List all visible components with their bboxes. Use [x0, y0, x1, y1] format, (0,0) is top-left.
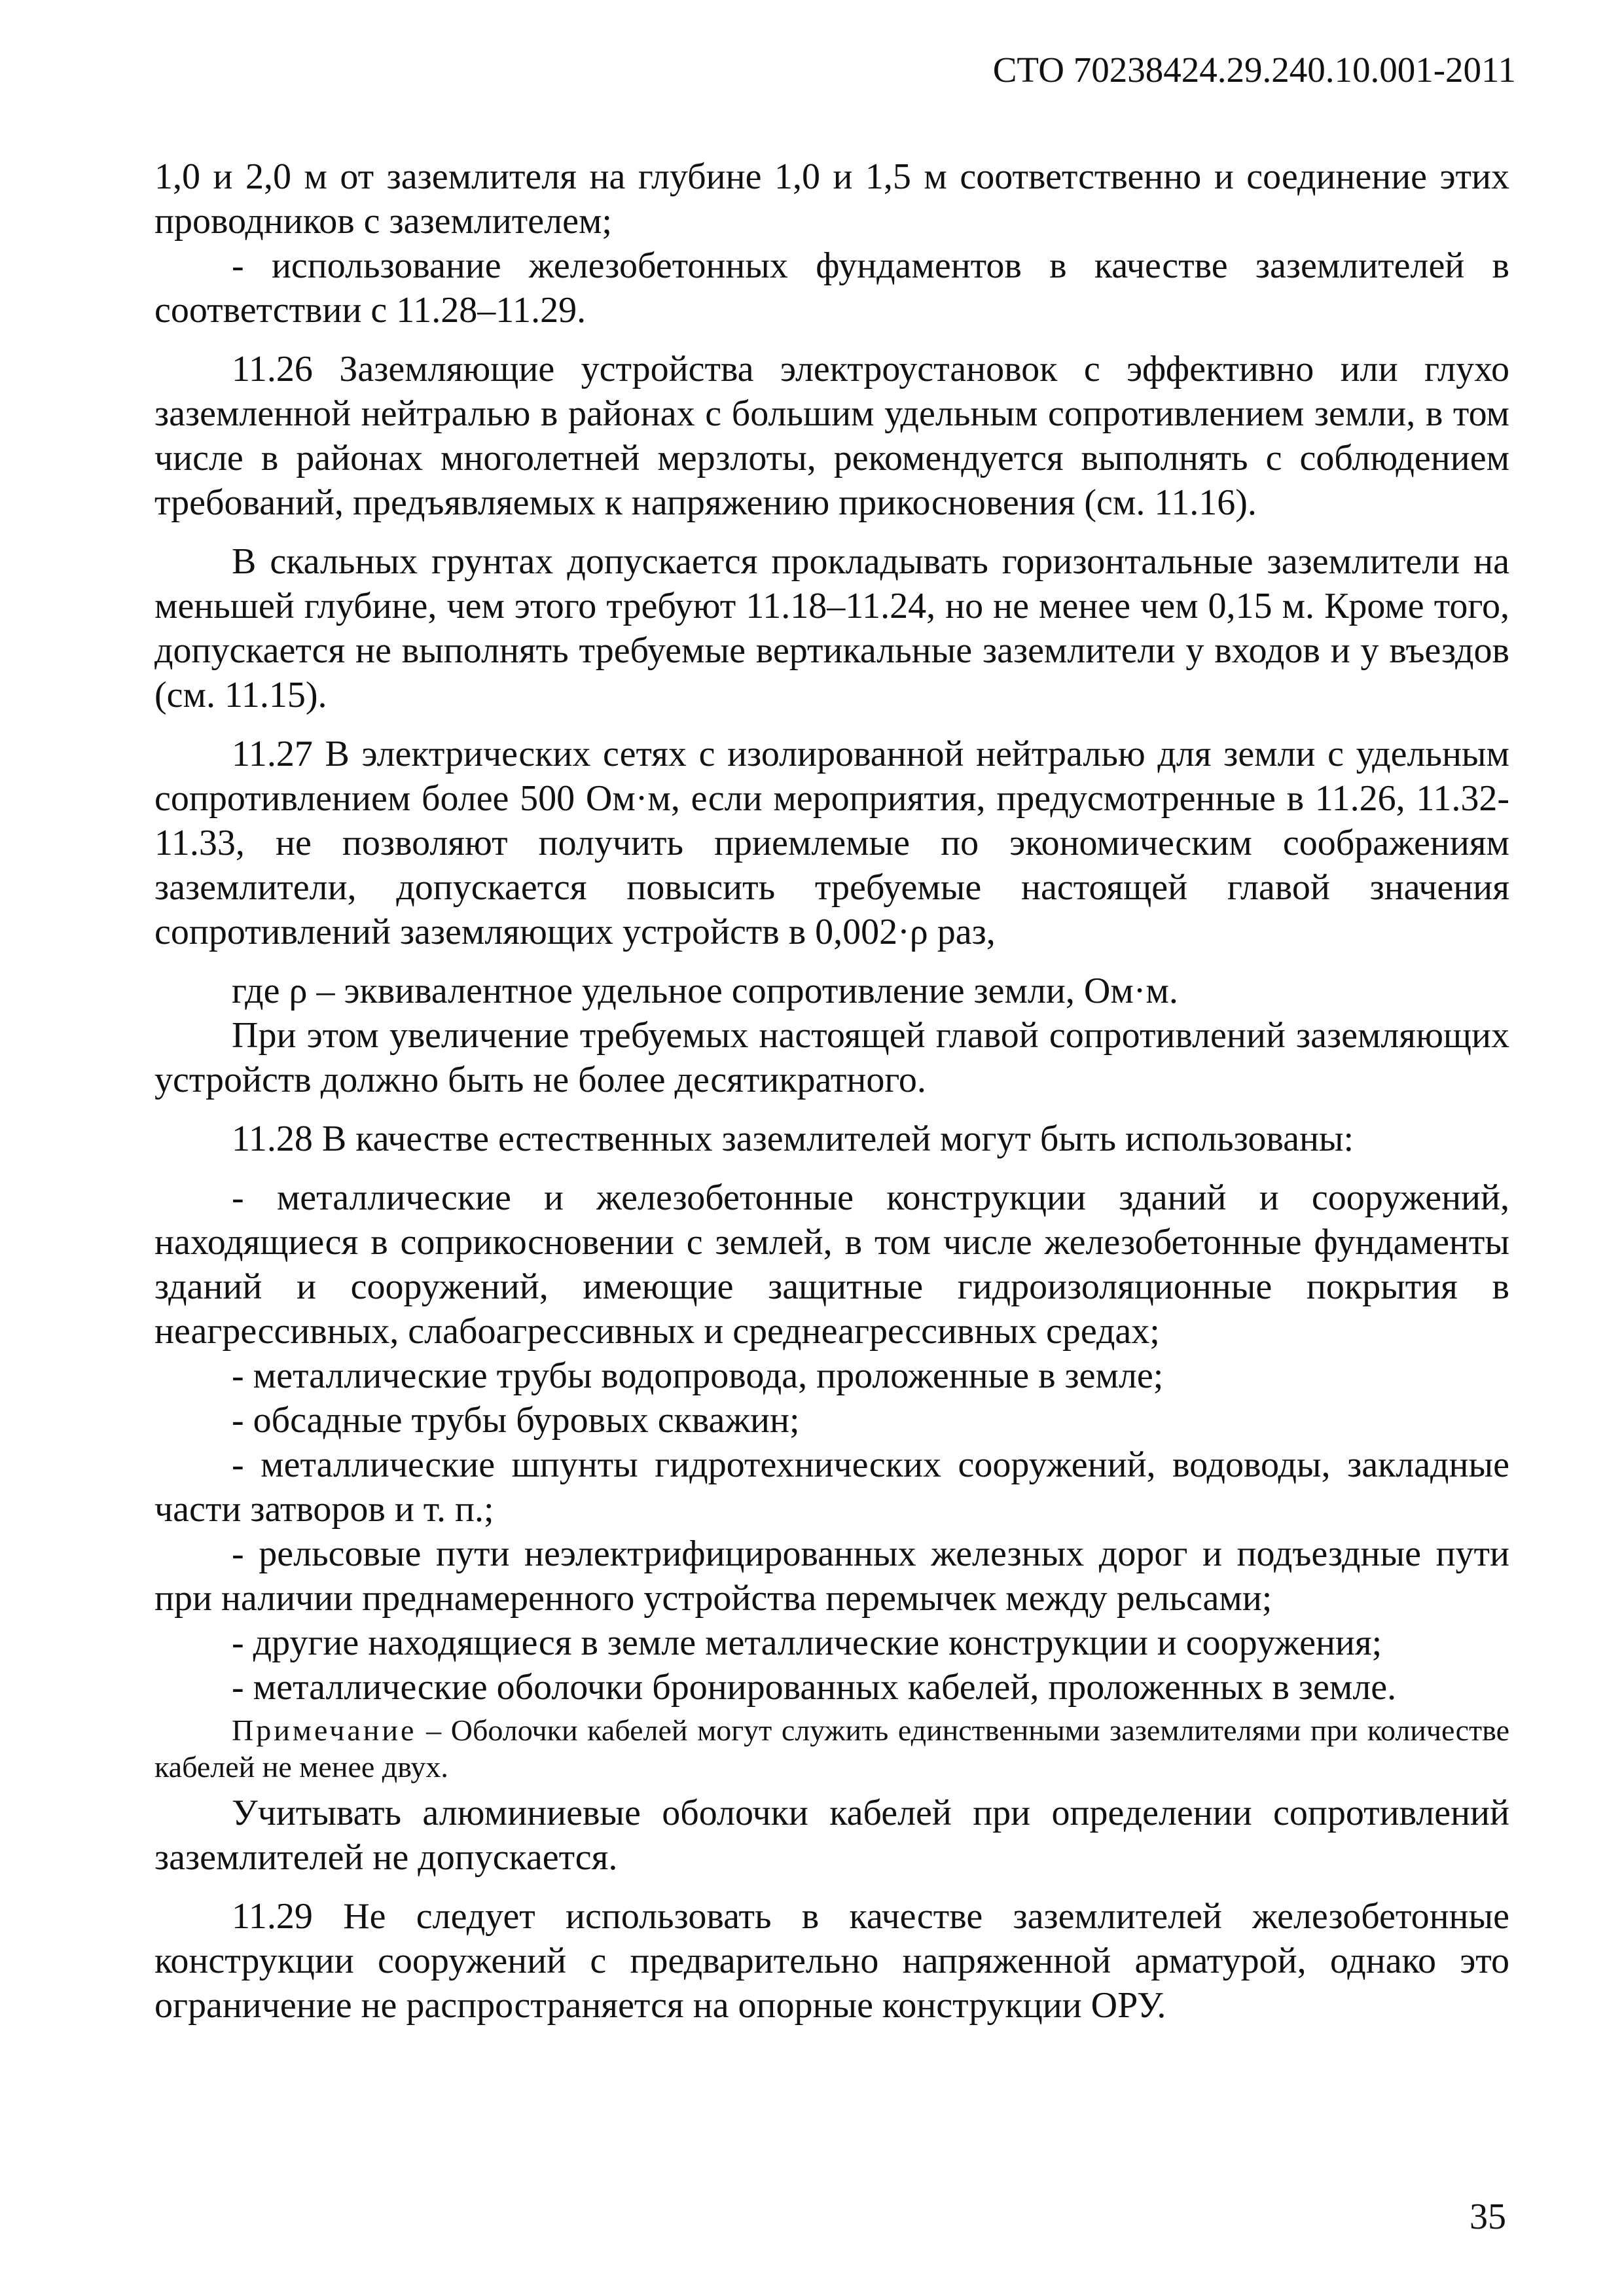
paragraph-rho-definition: где ρ – эквивалентное удельное сопротивление земли, Ом·м. [232, 971, 1178, 1011]
paragraph-11-29: 11.29 Не следует использовать в качестве заземлителей железобетонные конструкции сооружений с предварительно напряженной арматурой, однако это ограничение не распространяется на опорные конструкции ОРУ. [154, 1896, 1509, 2026]
paragraph-continuation: 1,0 и 2,0 м от заземлителя на глубине 1,0 и 1,5 м соответственно и соединение этих проводников с заземлителем; [154, 156, 1509, 242]
paragraph-tenfold-limit: При этом увеличение требуемых настоящей главой сопротивлений заземляющих устройств должно быть не более десятикратного. [154, 1015, 1509, 1100]
document-body [154, 154, 1509, 2028]
list-item-foundations: - использование железобетонных фундаментов в качестве заземлителей в соответствии с 11.28–11.29. [154, 245, 1509, 331]
note-label: Примечание [232, 1713, 417, 1747]
list-item-casing-pipes: - обсадные трубы буровых скважин; [232, 1400, 800, 1441]
page-number: 35 [1470, 2197, 1506, 2237]
list-item-sheet-piles: - металлические шпунты гидротехнических сооружений, водоводы, закладные части затворов и т. п.; [154, 1444, 1509, 1530]
note-text: – Оболочки кабелей могут служить единственными заземлителями при количестве кабелей не менее двух. [154, 1713, 1509, 1784]
list-item-structures: - металлические и железобетонные конструкции зданий и сооружений, находящиеся в соприкосновении с землей, в том числе железобетонные фундаменты зданий и сооружений, имеющие защитные гидроизоляционные покрытия в неагрессивных, слабоагрессивных и среднеагрессивных средах; [154, 1177, 1509, 1352]
list-item-other-metal: - другие находящиеся в земле металлические конструкции и сооружения; [232, 1623, 1382, 1663]
paragraph-aluminium-sheaths: Учитывать алюминиевые оболочки кабелей при определении сопротивлений заземлителей не допускается. [154, 1793, 1509, 1878]
list-item-water-pipes: - металлические трубы водопровода, проложенные в земле; [232, 1355, 1164, 1396]
paragraph-11-28: 11.28 В качестве естественных заземлителей могут быть использованы: [232, 1119, 1354, 1159]
list-item-rail-tracks: - рельсовые пути неэлектрифицированных железных дорог и подъездные пути при наличии преднамеренного устройства перемычек между рельсами; [154, 1534, 1509, 1619]
paragraph-11-27: 11.27 В электрических сетях с изолированной нейтралью для земли с удельным сопротивлением более 500 Ом·м, если мероприятия, предусмотренные в 11.26, 11.32-11.33, не позволяют получить приемлемые по экономическим соображениям заземлители, допускается повысить требуемые настоящей главой значения сопротивлений заземляющих устройств в 0,002·ρ раз, [154, 734, 1509, 952]
paragraph-rocky-soil: В скальных грунтах допускается прокладывать горизонтальные заземлители на меньшей глубине, чем этого требуют 11.18–11.24, но не менее чем 0,15 м. Кроме того, допускается не выполнять требуемые вертикальные заземлители у входов и у въездов (см. 11.15). [154, 541, 1509, 715]
list-item-cable-sheaths: - металлические оболочки бронированных кабелей, проложенных в земле. [232, 1667, 1397, 1708]
document-number: СТО 70238424.29.240.10.001-2011 [992, 50, 1516, 90]
paragraph-11-26: 11.26 Заземляющие устройства электроустановок с эффективно или глухо заземленной нейтралью в районах с большим удельным сопротивлением земли, в том числе в районах многолетней мерзлоты, рекомендуется выполнять с соблюдением требований, предъявляемых к напряжению прикосновения (см. 11.16). [154, 349, 1509, 523]
note [154, 1712, 1509, 1785]
